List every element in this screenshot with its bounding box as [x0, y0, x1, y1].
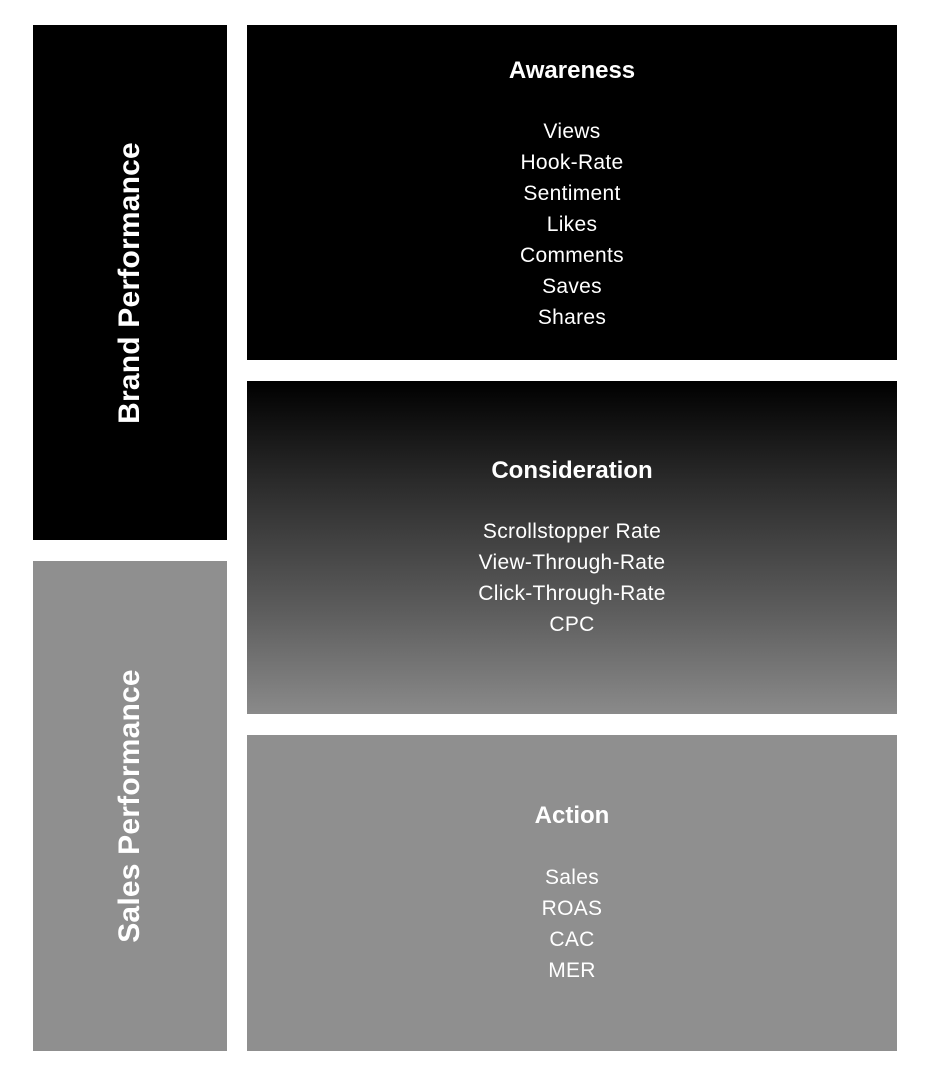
awareness-metric-list	[247, 116, 897, 333]
action-stage	[247, 735, 897, 1051]
sales-performance-block	[33, 561, 227, 1051]
action-title: Action	[534, 802, 610, 829]
consideration-title: Consideration	[491, 457, 653, 484]
metric-views: Views	[543, 120, 601, 143]
sales-performance-label: Sales Performance	[113, 669, 147, 943]
metric-hook-rate: Hook-Rate	[520, 151, 624, 174]
action-metric-list	[247, 862, 897, 986]
metric-cpc: CPC	[549, 613, 595, 636]
metric-view-through-rate: View-Through-Rate	[478, 551, 666, 574]
metric-sales: Sales	[544, 866, 600, 889]
awareness-stage	[247, 25, 897, 360]
metric-comments: Comments	[520, 244, 624, 267]
metric-likes: Likes	[546, 213, 598, 236]
metric-mer: MER	[548, 959, 596, 982]
brand-performance-block	[33, 25, 227, 540]
metric-sentiment: Sentiment	[523, 182, 621, 205]
brand-performance-label: Brand Performance	[113, 141, 147, 424]
metric-cac: CAC	[549, 928, 595, 951]
metric-roas: ROAS	[541, 897, 603, 920]
metric-saves: Saves	[542, 275, 602, 298]
metric-shares: Shares	[537, 306, 607, 329]
awareness-title: Awareness	[508, 57, 636, 84]
metric-click-through-rate: Click-Through-Rate	[478, 582, 666, 605]
consideration-metric-list	[247, 516, 897, 640]
consideration-stage	[247, 381, 897, 714]
metric-scrollstopper-rate: Scrollstopper Rate	[482, 520, 662, 543]
